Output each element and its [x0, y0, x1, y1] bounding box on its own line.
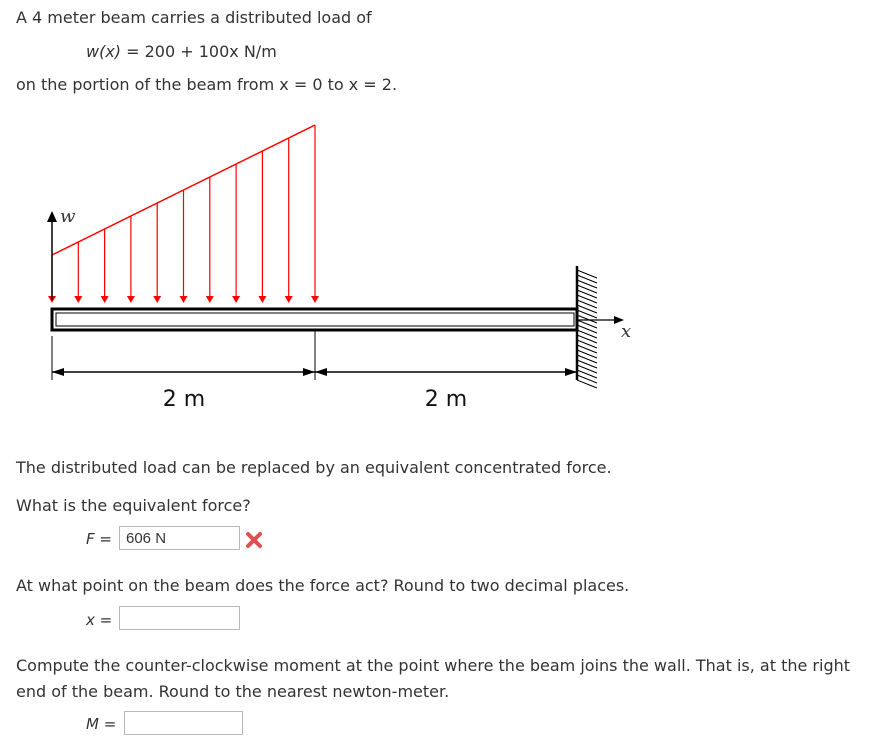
dimension-lines	[52, 330, 577, 412]
load-arrow-head	[101, 296, 109, 303]
moment-variable-label: M =	[86, 715, 117, 733]
wall-hatch-line	[577, 290, 597, 298]
load-arrow-head	[285, 296, 293, 303]
wall-hatch-line	[577, 295, 597, 303]
load-arrow-head	[258, 296, 266, 303]
dimension-left-label: 2 m	[162, 387, 206, 412]
wall-hatch-line	[577, 325, 597, 333]
load-axis	[47, 206, 76, 300]
force-location-prompt: At what point on the beam does the force act? Round to two decimal places.	[16, 576, 630, 595]
location-answer-input[interactable]	[119, 606, 240, 630]
moment-prompt-line1: Compute the counter-clockwise moment at the point where the beam joins the wall. That is, at the right	[16, 656, 851, 675]
wall-hatch-line	[577, 355, 597, 363]
wall-hatch-line	[577, 375, 597, 383]
distributed-load	[48, 125, 319, 303]
wall-hatch-line	[577, 270, 597, 278]
load-arrow-head	[127, 296, 135, 303]
equivalent-force-statement: The distributed load can be replaced by an equivalent concentrated force.	[16, 458, 612, 477]
wall-hatch-line	[577, 305, 597, 313]
wall-hatch-line	[577, 320, 597, 328]
wall-support	[577, 266, 597, 388]
wall-hatch-line	[577, 350, 597, 358]
force-variable-label: F =	[86, 530, 112, 548]
wall-hatch-line	[577, 340, 597, 348]
incorrect-x-icon	[245, 531, 263, 549]
wall-hatch-line	[577, 315, 597, 323]
load-arrow-head	[74, 296, 82, 303]
beam	[52, 309, 577, 330]
wall-hatch-line	[577, 280, 597, 288]
load-arrow-head	[232, 296, 240, 303]
wall-hatch-line	[577, 370, 597, 378]
load-arrow-head	[153, 296, 161, 303]
load-arrows	[48, 125, 319, 303]
equivalent-force-prompt: What is the equivalent force?	[16, 496, 251, 515]
wall-hatch-line	[577, 310, 597, 318]
wall-hatch-line	[577, 365, 597, 373]
load-equation-lhs: w(x)	[86, 42, 122, 61]
force-answer-input[interactable]	[119, 526, 240, 550]
moment-answer-input[interactable]	[124, 711, 243, 735]
load-equation-rhs: = 200 + 100x N/m	[121, 42, 277, 61]
wall-hatch-line	[577, 380, 597, 388]
problem-intro: A 4 meter beam carries a distributed load of	[16, 8, 372, 27]
dimension-right-label: 2 m	[424, 387, 468, 412]
load-range-text: on the portion of the beam from x = 0 to x = 2.	[16, 75, 398, 94]
wall-hatch-line	[577, 360, 597, 368]
wall-hatch-line	[577, 300, 597, 308]
load-arrow-head	[311, 296, 319, 303]
location-variable-label: x =	[86, 611, 113, 629]
wall-hatch-line	[577, 335, 597, 343]
beam-inner	[56, 313, 574, 326]
wall-hatch-line	[577, 345, 597, 353]
load-axis-label: w	[60, 206, 76, 227]
load-arrow-head	[180, 296, 188, 303]
beam-axis-label: x	[621, 321, 632, 342]
load-arrow-head	[206, 296, 214, 303]
moment-prompt-line2: end of the beam. Round to the nearest newton-meter.	[16, 682, 450, 701]
wall-hatch-line	[577, 275, 597, 283]
wall-hatch-line	[577, 330, 597, 338]
wall-hatch-line	[577, 285, 597, 293]
